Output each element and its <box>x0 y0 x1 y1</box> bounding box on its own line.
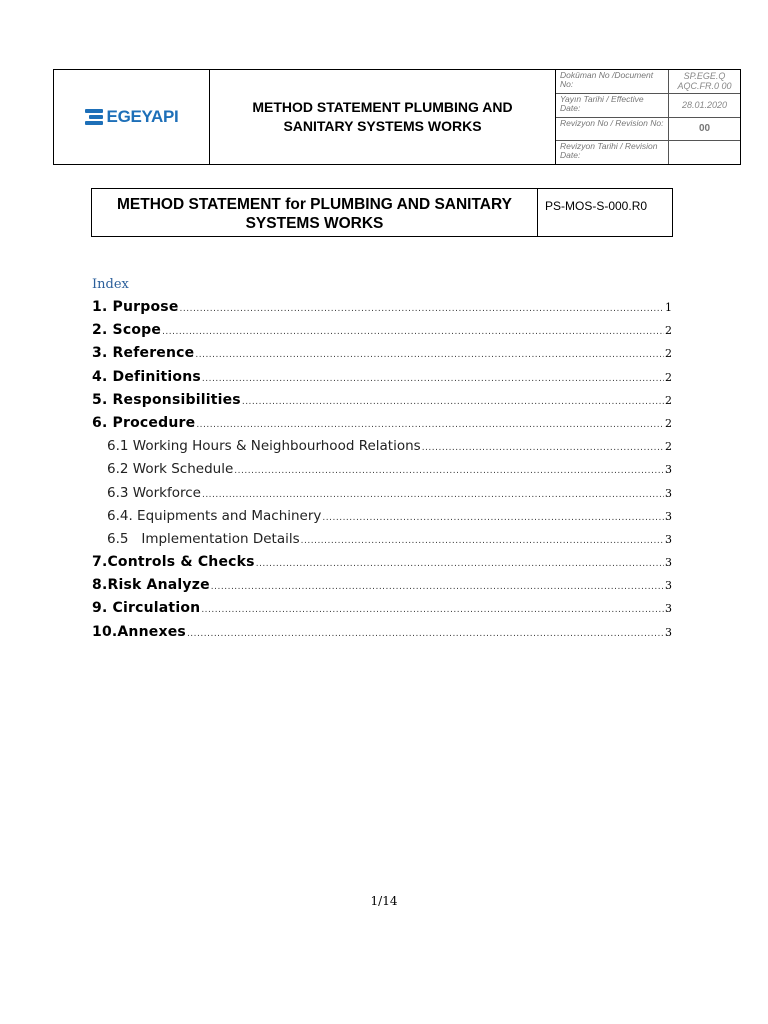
toc-entry-page: 2 <box>665 347 672 361</box>
meta-value: 28.01.2020 <box>681 100 728 111</box>
toc-leader-dots <box>195 350 664 360</box>
toc-leader-dots <box>180 304 664 314</box>
toc-entry-label: 3. Reference <box>92 345 195 362</box>
toc-leader-dots <box>201 605 664 615</box>
toc-entry[interactable] <box>92 600 672 623</box>
page-number: 1/14 <box>370 894 398 908</box>
toc-entry-label: 2. Scope <box>92 322 162 339</box>
toc-leader-dots <box>256 559 664 569</box>
toc-entry-label: 9. Circulation <box>92 600 201 617</box>
toc-entry-page: 3 <box>665 556 672 570</box>
toc-entry[interactable] <box>92 369 672 392</box>
meta-row-revision-date <box>556 141 740 164</box>
toc-leader-dots <box>242 397 664 407</box>
toc-entry[interactable] <box>92 392 672 415</box>
toc-entry-label: 5. Responsibilities <box>92 391 241 408</box>
document-code: PS-MOS-S-000.R0 <box>545 199 648 213</box>
toc-entry-label: 10.Annexes <box>92 623 186 640</box>
logo-mark-icon <box>85 109 103 125</box>
toc-leader-dots <box>196 420 664 430</box>
toc-entry[interactable] <box>92 299 672 322</box>
meta-value: SP.EGE.Q AQC.FR.0 00 <box>677 71 732 92</box>
meta-row-effective-date <box>556 94 740 118</box>
toc-entry-page: 3 <box>665 532 672 546</box>
meta-label: Yayın Tarihi / Effective Date: <box>556 94 669 117</box>
meta-label: Revizyon Tarihi / Revision Date: <box>556 141 669 164</box>
toc-entry-label: 6.4. Equipments and Machinery <box>107 507 322 524</box>
toc-entry[interactable] <box>92 461 672 484</box>
toc-leader-dots <box>211 582 664 592</box>
toc-leader-dots <box>422 443 664 453</box>
toc-entry-page: 2 <box>665 324 672 338</box>
header-title: METHOD STATEMENT PLUMBING AND SANITARY SYSTEMS WORKS <box>210 70 556 164</box>
logo-text: EGEYAPI <box>106 107 179 126</box>
toc-leader-dots <box>202 374 664 384</box>
meta-label: Revizyon No / Revision No: <box>556 118 669 141</box>
toc-entry-page: 2 <box>665 440 672 454</box>
toc-entry-page: 3 <box>665 625 672 639</box>
document-title: METHOD STATEMENT for PLUMBING AND SANITARY SYSTEMS WORKS <box>92 189 538 236</box>
toc-entry-page: 3 <box>665 509 672 523</box>
title-box <box>91 188 673 237</box>
toc-entry[interactable] <box>92 508 672 531</box>
toc-entry-page: 3 <box>665 579 672 593</box>
toc-entry-page: 3 <box>665 463 672 477</box>
toc-entry-page: 2 <box>665 370 672 384</box>
toc-leader-dots <box>301 536 664 546</box>
toc-leader-dots <box>202 490 664 500</box>
toc-entry[interactable] <box>92 322 672 345</box>
toc-entry[interactable] <box>92 624 672 647</box>
table-of-contents <box>92 299 672 647</box>
toc-entry-label: 6.2 Work Schedule <box>107 461 234 478</box>
toc-entry-label: 4. Definitions <box>92 368 201 385</box>
toc-entry[interactable] <box>92 438 672 461</box>
toc-entry[interactable] <box>92 415 672 438</box>
toc-entry-page: 1 <box>665 301 672 314</box>
meta-label: Doküman No /Document No: <box>556 70 669 93</box>
toc-entry-page: 2 <box>665 416 672 430</box>
meta-value: 00 <box>698 122 711 134</box>
toc-entry[interactable] <box>92 577 672 600</box>
index-heading: Index <box>92 277 129 292</box>
toc-leader-dots <box>322 513 664 523</box>
toc-entry[interactable] <box>92 485 672 508</box>
toc-entry-label: 6.1 Working Hours & Neighbourhood Relations <box>107 438 421 455</box>
toc-entry-label: 6. Procedure <box>92 414 196 431</box>
toc-entry-label: 8.Risk Analyze <box>92 577 210 594</box>
toc-leader-dots <box>162 327 664 337</box>
toc-entry-label: 6.5 Implementation Details <box>107 530 300 547</box>
meta-row-document-no <box>556 70 740 94</box>
toc-entry-label: 7.Controls & Checks <box>92 554 255 571</box>
meta-value <box>669 141 740 164</box>
toc-entry-label: 1. Purpose <box>92 299 179 315</box>
toc-entry-page: 3 <box>665 486 672 500</box>
toc-entry-page: 3 <box>665 602 672 616</box>
toc-entry-page: 2 <box>665 393 672 407</box>
meta-row-revision-no <box>556 118 740 142</box>
toc-leader-dots <box>187 629 664 639</box>
company-logo <box>85 107 179 127</box>
document-header <box>53 69 741 165</box>
toc-entry-label: 6.3 Workforce <box>107 484 201 501</box>
toc-entry[interactable] <box>92 554 672 577</box>
toc-entry[interactable] <box>92 531 672 554</box>
header-meta <box>556 70 740 164</box>
toc-leader-dots <box>234 466 664 476</box>
toc-entry[interactable] <box>92 345 672 368</box>
logo-cell <box>54 70 210 164</box>
